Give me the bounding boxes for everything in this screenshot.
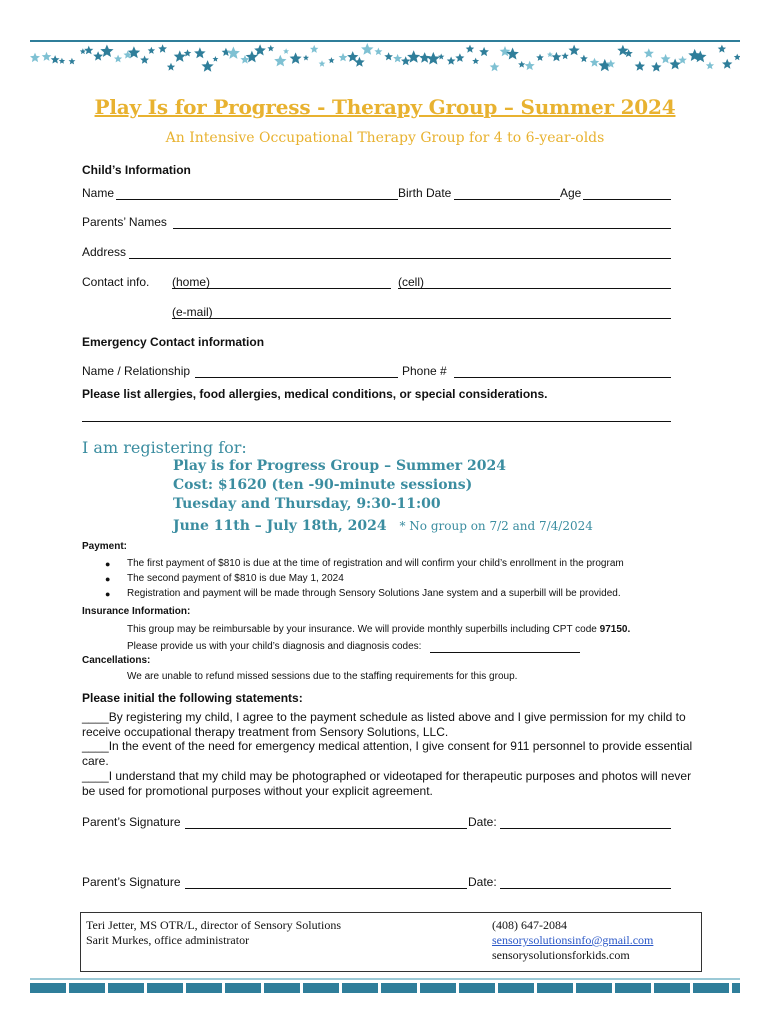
registration-days: Tuesday and Thursday, 9:30-11:00 [173,496,441,512]
footer-admin: Sarit Murkes, office administrator [86,933,250,947]
emergency-phone-field[interactable] [454,377,671,378]
bullet-icon: ● [105,574,111,584]
relationship-field[interactable] [195,377,398,378]
footer-phone: (408) 647-2084 [492,918,567,932]
diagnosis-field[interactable] [430,652,580,653]
contact-info-label: Contact info. [82,275,150,289]
parent-signature-field[interactable] [185,888,467,889]
diagnosis-label: Please provide us with your child’s diagnosis and diagnosis codes: [127,641,422,652]
cpt-code: 97150. [599,624,631,635]
statement-item[interactable] [82,769,707,799]
name-label: Name [82,186,115,200]
parent-signature-label: Parent’s Signature [82,815,181,829]
email-field[interactable] [172,318,671,319]
signature-date-label: Date: [468,815,497,829]
registration-group: Play is for Progress Group – Summer 2024 [173,458,506,474]
allergies-field[interactable] [82,421,671,422]
signature-date-field[interactable] [500,828,671,829]
cancellations-heading: Cancellations: [82,655,151,666]
bullet-icon: ● [105,559,111,569]
insurance-text: This group may be reimbursable by your insurance. We will provide monthly superbills including CPT code [127,624,597,635]
statements-heading: Please initial the following statements: [82,691,303,705]
insurance-heading: Insurance Information: [82,606,191,617]
bottom-border [30,978,740,994]
registration-dates-text: June 11th – July 18th, 2024 [173,518,387,534]
signature-date-field[interactable] [500,888,671,889]
parent-signature-field[interactable] [185,828,467,829]
name-field[interactable] [116,199,398,200]
relationship-label: Name / Relationship [82,364,191,378]
cell-phone-field[interactable] [398,288,671,289]
age-field[interactable] [583,199,671,200]
registration-note: * No group on 7/2 and 7/4/2024 [399,519,593,533]
signature-date-label: Date: [468,875,497,889]
parent-signature-label: Parent’s Signature [82,875,181,889]
payment-item: Registration and payment will be made through Sensory Solutions Jane system and a superbill will be provided. [127,588,621,599]
bullet-icon: ● [105,589,111,599]
statement-item[interactable] [82,710,707,740]
footer-email-link[interactable]: sensorysolutionsinfo@gmail.com [492,933,654,947]
statement-item[interactable] [82,739,707,769]
address-field[interactable] [129,258,671,259]
home-phone-field[interactable] [172,288,391,289]
cell-label: (cell) [398,275,424,289]
parents-names-field[interactable] [173,228,671,229]
footer-website: sensorysolutionsforkids.com [492,948,630,962]
payment-item: The first payment of $810 is due at the time of registration and will confirm your child’s enrollment in the program [127,558,624,569]
statement-text: ____In the event of the need for emergency medical attention, I give consent for 911 personnel to provide essential care. [82,739,693,768]
parents-names-label: Parents’ Names [82,215,167,229]
registering-heading: I am registering for: [82,438,247,457]
payment-heading: Payment: [82,541,128,552]
cancellations-text: We are unable to refund missed sessions due to the staffing requirements for this group. [127,671,518,682]
page-subtitle: An Intensive Occupational Therapy Group for 4 to 6-year-olds [165,130,605,146]
phone-label: Phone # [402,364,447,378]
birth-date-field[interactable] [454,199,560,200]
email-label: (e-mail) [172,305,213,319]
payment-item: The second payment of $810 is due May 1, 2024 [127,573,344,584]
page-title: Play Is for Progress - Therapy Group – Summer 2024 [94,95,676,119]
emergency-heading: Emergency Contact information [82,335,265,349]
child-info-heading: Child’s Information [82,163,191,177]
birth-date-label: Birth Date [398,186,452,200]
registration-dates [173,518,593,534]
home-label: (home) [172,275,211,289]
address-label: Address [82,245,127,259]
registration-cost: Cost: $1620 (ten -90-minute sessions) [173,477,473,493]
footer-director: Teri Jetter, MS OTR/L, director of Sensory Solutions [86,918,341,932]
allergies-prompt: Please list allergies, food allergies, medical conditions, or special considerations. [82,387,548,401]
star-border-top [30,40,740,74]
statement-text: ____By registering my child, I agree to the payment schedule as listed above and I give permission for my child to receive occupational therapy treatment from Sensory Solutions, LLC. [82,710,686,739]
age-label: Age [560,186,582,200]
statement-text: ____I understand that my child may be photographed or videotaped for therapeutic purposes and photos will never be used for promotional purposes without your explicit agreement. [82,769,692,798]
